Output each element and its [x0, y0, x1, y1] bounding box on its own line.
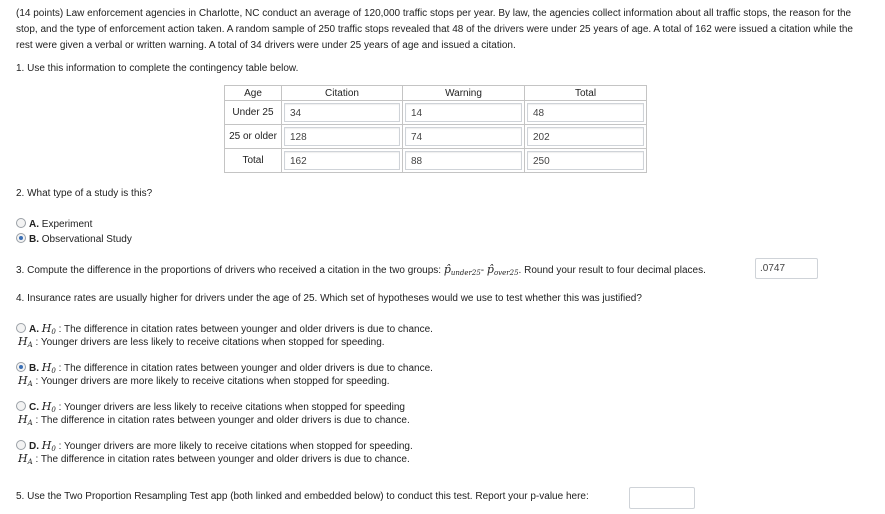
q4-prompt: 4. Insurance rates are usually higher for drivers under the age of 25. Which set of hypotheses would we use to test whether this was justified?	[16, 293, 642, 304]
q4-option-c-ha: $H_A$ : The difference in citation rates between younger and older drivers is due to chance.	[18, 413, 410, 427]
q1-prompt: 1. Use this information to complete the contingency table below.	[16, 63, 299, 74]
q4-option-a-ha: $H_A$ : Younger drivers are less likely to receive citations when stopped for speeding.	[18, 335, 385, 349]
header-citation: Citation	[282, 86, 403, 101]
cell-input[interactable]: 162	[284, 151, 400, 170]
q4-option-d-ha: $H_A$ : The difference in citation rates between younger and older drivers is due to chance.	[18, 452, 410, 466]
q3-prompt: 3. Compute the difference in the proportions of drivers who received a citation in the two groups: $p̂_{under25}-$ $p̂_{over25}$. Round your result to four decimal places.	[16, 263, 706, 277]
contingency-table	[224, 85, 647, 173]
cell-input[interactable]: 34	[284, 103, 400, 122]
cell-input[interactable]: 250	[527, 151, 644, 170]
q2-option-a[interactable]: A. Experiment	[16, 218, 92, 230]
problem-intro: (14 points) Law enforcement agencies in Charlotte, NC conduct an average of 120,000 traffic stops per year. By law, the agencies collect information about all traffic stops, the reason for the stop, and the type of enforcement action taken. A random sample of 250 traffic stops revealed that 48 of the drivers were under 25 years of age. A total of 162 were issued a citation while the rest were given a verbal or written warning. A total of 34 drivers were under 25 years of age and issued a citation.	[16, 8, 853, 51]
radio-button-selected[interactable]	[16, 233, 26, 243]
cell-input[interactable]: 88	[405, 151, 522, 170]
cell-input[interactable]: 202	[527, 127, 644, 146]
header-age: Age	[225, 86, 282, 101]
table-row	[225, 125, 647, 149]
q3-answer-input[interactable]: .0747	[755, 258, 818, 279]
header-total: Total	[525, 86, 647, 101]
radio-button[interactable]	[16, 218, 26, 228]
q4-option-a[interactable]: A. $H_0$ : The difference in citation rates between younger and older drivers is due to chance.	[16, 322, 433, 336]
q4-option-b[interactable]: B. $H_0$ : The difference in citation rates between younger and older drivers is due to chance.	[16, 361, 433, 375]
q5-prompt: 5. Use the Two Proportion Resampling Test app (both linked and embedded below) to conduct this test. Report your p-value here:	[16, 491, 589, 502]
cell-input[interactable]: 48	[527, 103, 644, 122]
q5-answer-input[interactable]	[629, 487, 695, 509]
radio-button-selected[interactable]	[16, 362, 26, 372]
header-warning: Warning	[403, 86, 525, 101]
radio-button[interactable]	[16, 323, 26, 333]
q4-option-d[interactable]: D. $H_0$ : Younger drivers are more likely to receive citations when stopped for speeding.	[16, 439, 413, 453]
table-header-row	[225, 86, 647, 101]
cell-input[interactable]: 74	[405, 127, 522, 146]
row-label: Under 25	[225, 101, 282, 125]
cell-input[interactable]: 128	[284, 127, 400, 146]
radio-button[interactable]	[16, 440, 26, 450]
cell-input[interactable]: 14	[405, 103, 522, 122]
q4-option-c[interactable]: C. $H_0$ : Younger drivers are less likely to receive citations when stopped for speeding	[16, 400, 405, 414]
q2-prompt: 2. What type of a study is this?	[16, 188, 153, 199]
row-label: Total	[225, 149, 282, 173]
q2-option-b[interactable]: B. Observational Study	[16, 233, 132, 245]
table-row	[225, 149, 647, 173]
q4-option-b-ha: $H_A$ : Younger drivers are more likely to receive citations when stopped for speeding.	[18, 374, 390, 388]
table-row	[225, 101, 647, 125]
radio-button[interactable]	[16, 401, 26, 411]
row-label: 25 or older	[225, 125, 282, 149]
